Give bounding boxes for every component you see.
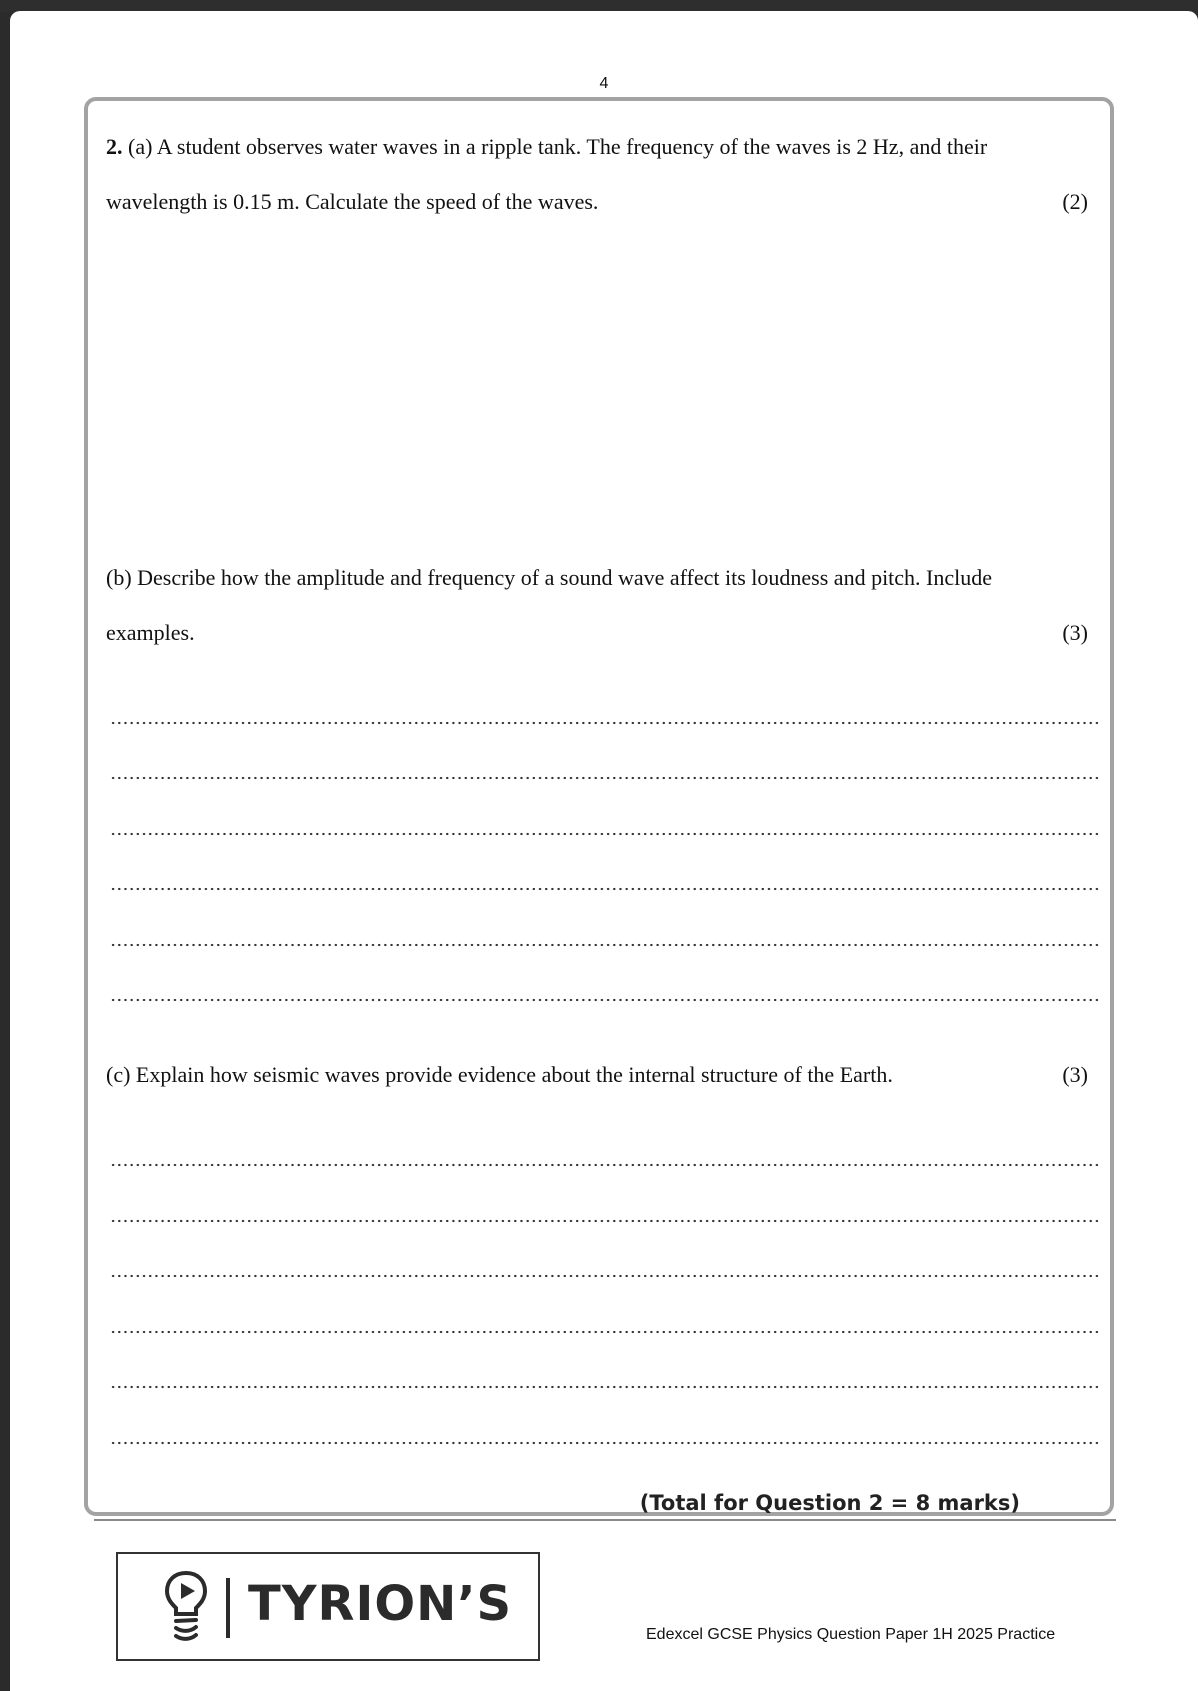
total-divider [94,1519,1116,1521]
part-a-text-1: (a) A student observes water waves in a ripple tank. The frequency of the waves is 2 Hz, and their [128,134,988,159]
part-a-text-2: wavelength is 0.15 m. Calculate the speed of the waves. [106,189,599,214]
answer-line-c-3[interactable] [110,1274,1100,1278]
answer-line-b-6[interactable] [110,998,1100,1002]
part-a-line-1 [106,133,1088,161]
part-c-text-1: (c) Explain how seismic waves provide evidence about the internal structure of the Earth. [106,1062,893,1087]
answer-line-b-2[interactable] [110,776,1100,780]
part-c-marks: (3) [1062,1062,1088,1087]
brand-logo [116,1552,540,1661]
part-a-line-2 [106,188,1088,216]
part-b-line-1 [106,564,1088,592]
logo-divider [226,1578,230,1638]
part-b-marks: (3) [1062,620,1088,645]
part-b-text-2: examples. [106,620,195,645]
lightbulb-play-icon [164,1570,208,1646]
answer-line-b-1[interactable] [110,721,1100,725]
answer-line-c-5[interactable] [110,1385,1100,1389]
question-number: 2. [106,134,123,159]
document-page [10,11,1198,1691]
question-total: (Total for Question 2 = 8 marks) [639,1491,1020,1515]
answer-line-c-4[interactable] [110,1330,1100,1334]
answer-line-b-4[interactable] [110,887,1100,891]
part-b-line-2 [106,619,1088,647]
part-b-text-1: (b) Describe how the amplitude and frequency of a sound wave affect its loudness and pitch. Include [106,565,993,590]
page-number: 4 [599,75,609,92]
answer-line-c-1[interactable] [110,1163,1100,1167]
part-c-line-1 [106,1061,1088,1089]
answer-line-c-6[interactable] [110,1441,1100,1445]
answer-line-c-2[interactable] [110,1219,1100,1223]
answer-line-b-3[interactable] [110,832,1100,836]
part-a-marks: (2) [1062,189,1088,214]
logo-text: TYRION’S [248,1576,513,1632]
footer-text: Edexcel GCSE Physics Question Paper 1H 2025 Practice [646,1626,1056,1643]
answer-line-b-5[interactable] [110,943,1100,947]
question-box [84,97,1114,1516]
